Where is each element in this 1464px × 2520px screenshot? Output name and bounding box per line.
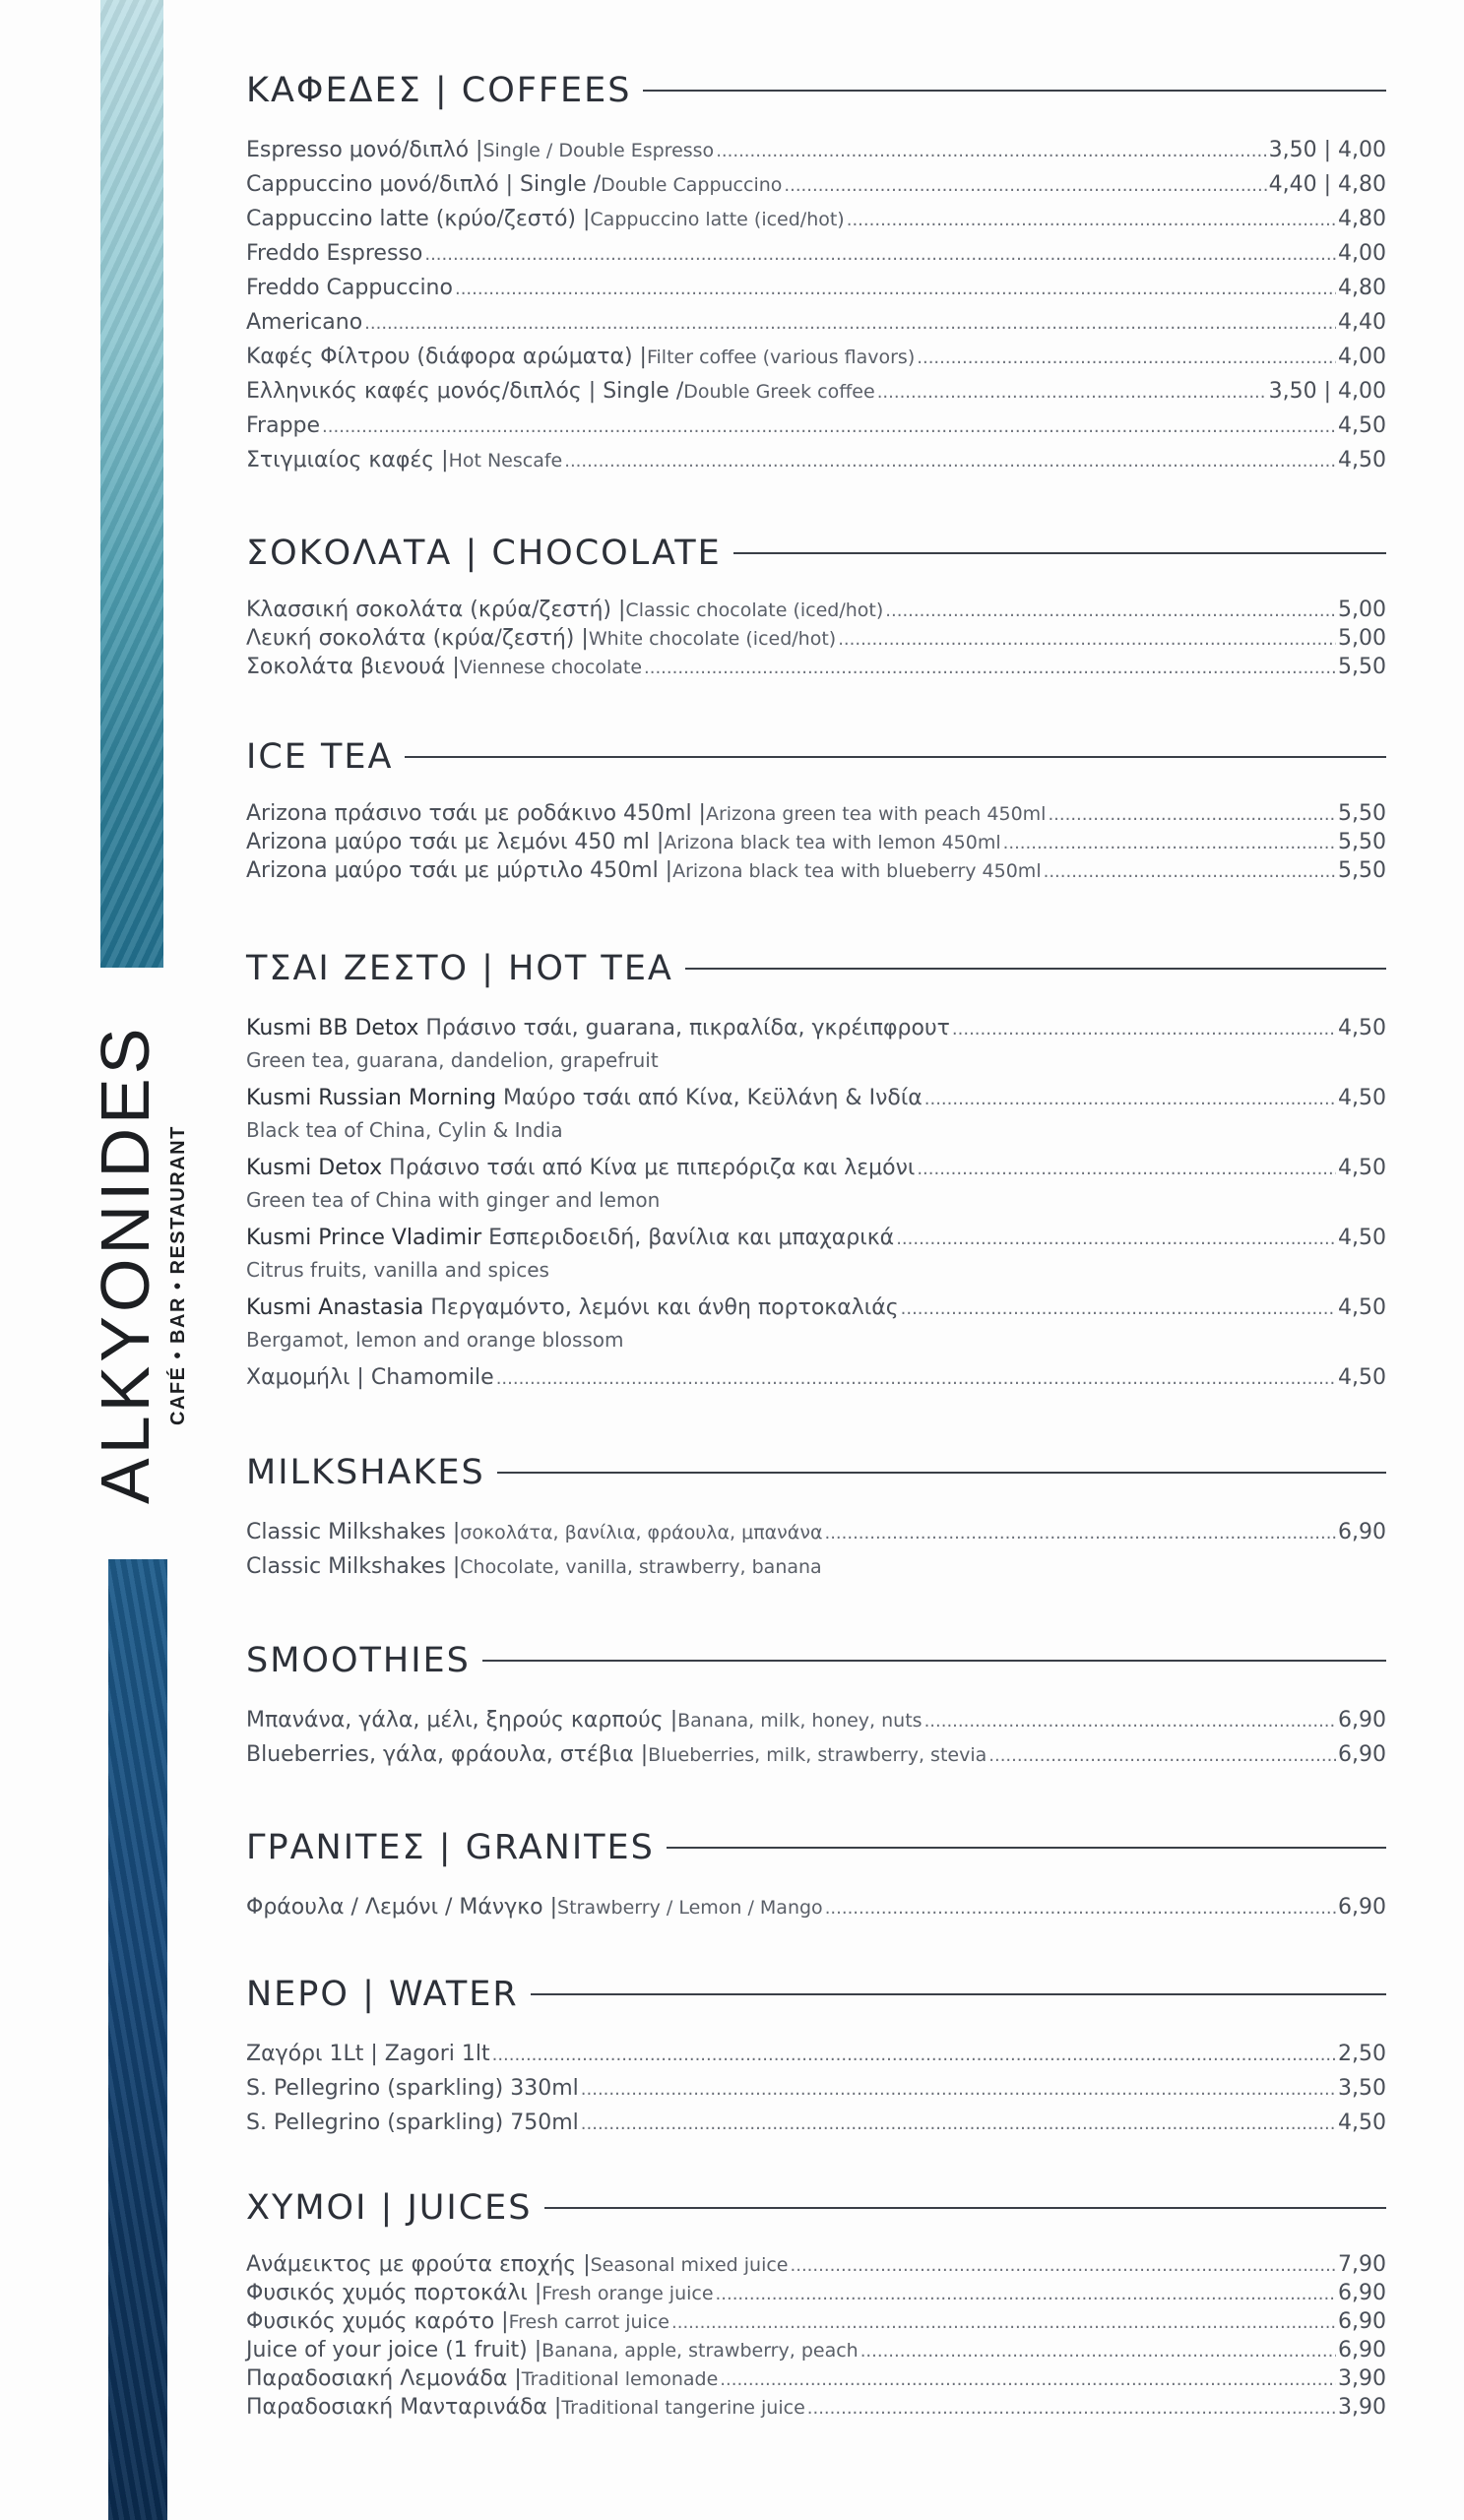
item-translation: Hot Nescafe xyxy=(448,450,563,472)
item-translation: Fresh orange juice xyxy=(541,2283,714,2304)
item-name-text: Παραδοσιακή Λεμονάδα | xyxy=(246,2366,522,2391)
menu-item-row xyxy=(246,341,1386,375)
menu-section xyxy=(246,945,1386,1396)
item-name xyxy=(246,1891,557,1924)
menu-item xyxy=(246,1152,1386,1214)
item-translation: σοκολάτα, βανίλια, φράουλα, μπανάνα xyxy=(460,1522,823,1544)
item-name xyxy=(246,1516,460,1549)
menu-item-row xyxy=(246,2251,1386,2280)
menu-item xyxy=(246,2072,1386,2107)
item-name xyxy=(246,800,706,828)
dot-leader xyxy=(1003,830,1336,857)
item-name xyxy=(246,1082,923,1115)
item-translation: Filter coffee (various flavors) xyxy=(646,346,916,368)
menu-item xyxy=(246,829,1386,857)
item-name-text: Arizona πράσινο τσάι με ροδάκινο 450ml | xyxy=(246,801,706,826)
item-name-text: Classic Milkshakes | xyxy=(246,1520,461,1544)
menu-item xyxy=(246,168,1386,203)
item-price: 5,50 xyxy=(1338,801,1386,826)
item-name-text: Frappe xyxy=(246,413,321,438)
item-name-text: Ελληνικός καφές μονός/διπλός | Single / xyxy=(246,379,684,404)
section-title: ICE TEA xyxy=(246,737,394,777)
menu-item-row xyxy=(246,1738,1386,1773)
menu-item xyxy=(246,1738,1386,1773)
item-translation: Viennese chocolate xyxy=(459,657,643,678)
section-items xyxy=(246,1012,1386,1396)
item-translation: Traditional lemonade xyxy=(521,2368,719,2390)
section-header xyxy=(246,67,1386,114)
section-title: ΤΣΑΙ ΖΕΣΤΟ | HOT TEA xyxy=(246,949,673,988)
item-name xyxy=(246,375,683,409)
section-header xyxy=(246,2184,1386,2232)
item-translation: Double Cappuccino xyxy=(601,174,783,196)
item-translation: Single / Double Espresso xyxy=(482,140,715,161)
item-name xyxy=(246,597,625,624)
item-name xyxy=(246,134,482,167)
menu-item-row xyxy=(246,272,1386,306)
item-name xyxy=(246,2394,561,2422)
item-translation: Double Greek coffee xyxy=(683,381,875,403)
item-translation: Seasonal mixed juice xyxy=(590,2254,789,2276)
item-name xyxy=(246,168,601,202)
item-name-text: Χαμομήλι | Chamomile xyxy=(246,1365,494,1390)
menu-item xyxy=(246,654,1386,682)
item-translation: Classic chocolate (iced/hot) xyxy=(625,599,884,621)
menu-item-row xyxy=(246,375,1386,410)
menu-item-row xyxy=(246,597,1386,625)
menu-item xyxy=(246,237,1386,272)
item-name-text: Arizona μαύρο τσάι με λεμόνι 450 ml | xyxy=(246,830,665,854)
menu-item xyxy=(246,341,1386,375)
dot-leader xyxy=(896,1223,1336,1256)
dot-leader xyxy=(492,2039,1336,2072)
item-price: 4,40 xyxy=(1338,310,1386,335)
menu-item-row xyxy=(246,2072,1386,2107)
item-name-text: Arizona μαύρο τσάι με μύρτιλο 450ml | xyxy=(246,858,673,883)
menu-section xyxy=(246,530,1386,682)
item-name xyxy=(246,2251,591,2279)
menu-item xyxy=(246,1012,1386,1074)
section-divider xyxy=(497,1472,1386,1474)
menu-item-row xyxy=(246,1152,1386,1186)
section-header xyxy=(246,530,1386,577)
menu-item-row xyxy=(246,237,1386,272)
item-price: 4,50 xyxy=(1338,1156,1386,1180)
menu-item xyxy=(246,134,1386,168)
item-description: Green tea, guarana, dandelion, grapefruit xyxy=(246,1048,659,1072)
item-translation: Chocolate, vanilla, strawberry, banana xyxy=(460,1556,822,1578)
item-brand: Kusmi Anastasia xyxy=(246,1295,424,1320)
section-divider xyxy=(643,90,1386,92)
dot-leader xyxy=(716,135,1266,168)
item-name-text: Cappuccino μονό/διπλό | Single / xyxy=(246,172,602,197)
section-header xyxy=(246,733,1386,781)
menu-section xyxy=(246,1637,1386,1773)
item-name-text: Ζαγόρι 1Lt | Zagori 1lt xyxy=(246,2042,490,2066)
item-name xyxy=(246,2038,490,2071)
dot-leader xyxy=(791,2252,1337,2280)
decorative-band-bottom xyxy=(108,1559,167,2520)
dot-leader xyxy=(455,273,1336,306)
item-price: 4,00 xyxy=(1338,345,1386,369)
item-name-text: Freddo Cappuccino xyxy=(246,276,453,300)
item-name xyxy=(246,2280,541,2307)
section-divider xyxy=(685,968,1386,970)
menu-item-row xyxy=(246,654,1386,682)
item-name xyxy=(246,2337,541,2364)
item-price: 6,90 xyxy=(1338,1742,1386,1767)
menu-item xyxy=(246,2280,1386,2308)
item-price: 4,50 xyxy=(1338,1086,1386,1110)
item-name-text: Φυσικός χυμός πορτοκάλι | xyxy=(246,2281,542,2305)
item-translation: Blueberries, milk, strawberry, stevia xyxy=(648,1744,987,1766)
item-translation: Traditional tangerine juice xyxy=(561,2397,805,2419)
menu-item xyxy=(246,800,1386,829)
item-name-text: Καφές Φίλτρου (διάφορα αρώματα) | xyxy=(246,345,647,369)
menu-item-row xyxy=(246,1361,1386,1396)
menu-item xyxy=(246,597,1386,625)
item-name-text: Americano xyxy=(246,310,363,335)
item-translation: Arizona green tea with peach 450ml xyxy=(705,803,1047,825)
item-price: 3,50 | 4,00 xyxy=(1268,138,1386,162)
menu-item-row xyxy=(246,1550,1386,1584)
item-name-text: Περγαμόντο, λεμόνι και άνθη πορτοκαλιάς xyxy=(423,1295,899,1320)
item-name-text: Λευκή σοκολάτα (κρύα/ζεστή) | xyxy=(246,626,589,651)
menu-section xyxy=(246,1824,1386,1925)
dot-leader xyxy=(924,1705,1336,1738)
dot-leader xyxy=(838,626,1336,654)
item-translation: Arizona black tea with blueberry 450ml xyxy=(672,860,1042,882)
item-name xyxy=(246,272,453,305)
dot-leader xyxy=(988,1739,1336,1773)
item-price: 5,50 xyxy=(1338,655,1386,679)
menu-section xyxy=(246,733,1386,886)
item-name-text: Πράσινο τσάι από Κίνα με πιπερόριζα και λεμόνι xyxy=(382,1156,916,1180)
menu-item-row xyxy=(246,1292,1386,1326)
menu-item-row xyxy=(246,168,1386,203)
menu-item-row xyxy=(246,1012,1386,1046)
menu-item xyxy=(246,857,1386,886)
dot-leader xyxy=(1048,801,1336,829)
menu-item xyxy=(246,306,1386,341)
item-name-text: Φυσικός χυμός καρότο | xyxy=(246,2309,509,2334)
item-price: 4,50 xyxy=(1338,1295,1386,1320)
menu-item xyxy=(246,2308,1386,2337)
section-header xyxy=(246,1971,1386,2018)
item-name xyxy=(246,857,672,885)
menu-item-row xyxy=(246,444,1386,478)
menu-section xyxy=(246,1971,1386,2141)
item-price: 4,80 xyxy=(1338,276,1386,300)
item-name xyxy=(246,444,449,477)
item-translation: Banana, apple, strawberry, peach xyxy=(541,2340,859,2362)
menu-item-row xyxy=(246,2394,1386,2423)
menu-item xyxy=(246,410,1386,444)
item-price: 5,00 xyxy=(1338,626,1386,651)
item-price: 4,00 xyxy=(1338,241,1386,266)
item-price: 6,90 xyxy=(1338,2338,1386,2362)
dot-leader xyxy=(847,204,1336,237)
menu-item xyxy=(246,375,1386,410)
item-description: Green tea of China with ginger and lemon xyxy=(246,1188,661,1212)
item-price: 7,90 xyxy=(1338,2252,1386,2277)
menu-item xyxy=(246,2337,1386,2365)
dot-leader xyxy=(581,2108,1336,2141)
section-header xyxy=(246,1637,1386,1684)
item-name-text: Μπανάνα, γάλα, μέλι, ξηρούς καρπούς | xyxy=(246,1708,678,1732)
menu-item-row xyxy=(246,2337,1386,2365)
menu-item xyxy=(246,2394,1386,2423)
item-name-text: Cappuccino latte (κρύο/ζεστό) | xyxy=(246,207,591,231)
dot-leader xyxy=(644,655,1336,682)
section-title: SMOOTHIES xyxy=(246,1641,471,1680)
item-name xyxy=(246,341,647,374)
menu-item xyxy=(246,2365,1386,2394)
section-items xyxy=(246,134,1386,478)
menu-item xyxy=(246,1082,1386,1144)
section-divider xyxy=(531,1993,1386,1995)
menu-item xyxy=(246,1704,1386,1738)
item-price: 6,90 xyxy=(1338,2281,1386,2305)
item-name xyxy=(246,2072,579,2106)
item-brand: Kusmi Detox xyxy=(246,1156,383,1180)
item-price: 3,90 xyxy=(1338,2366,1386,2391)
item-price: 6,90 xyxy=(1338,1895,1386,1920)
dot-leader xyxy=(885,598,1336,625)
item-name xyxy=(246,410,320,443)
section-items xyxy=(246,1704,1386,1773)
dot-leader xyxy=(424,238,1336,272)
menu-item xyxy=(246,1222,1386,1284)
item-name xyxy=(246,2107,579,2140)
section-header xyxy=(246,945,1386,992)
dot-leader xyxy=(824,1517,1336,1550)
item-price: 4,80 xyxy=(1338,207,1386,231)
menu-item xyxy=(246,444,1386,478)
section-items xyxy=(246,2038,1386,2141)
item-translation: Fresh carrot juice xyxy=(508,2311,669,2333)
section-title: MILKSHAKES xyxy=(246,1453,485,1492)
dot-leader xyxy=(807,2395,1336,2423)
section-items xyxy=(246,800,1386,886)
section-title: ΝΕΡΟ | WATER xyxy=(246,1975,519,2014)
item-name-text: Φράουλα / Λεμόνι / Μάνγκο | xyxy=(246,1895,558,1920)
item-price: 2,50 xyxy=(1338,2042,1386,2066)
item-name xyxy=(246,2365,522,2393)
item-name xyxy=(246,237,422,271)
menu-item-row xyxy=(246,134,1386,168)
dot-leader xyxy=(877,376,1267,410)
item-description: Citrus fruits, vanilla and spices xyxy=(246,1258,549,1282)
dot-leader xyxy=(364,307,1336,341)
menu-item-row xyxy=(246,1704,1386,1738)
section-header xyxy=(246,1449,1386,1496)
item-name-text: Blueberries, γάλα, φράουλα, στέβια | xyxy=(246,1742,649,1767)
item-description: Black tea of China, Cylin & India xyxy=(246,1118,563,1142)
section-divider xyxy=(733,552,1386,554)
section-items xyxy=(246,1891,1386,1925)
decorative-band-top xyxy=(100,0,163,968)
item-price: 4,50 xyxy=(1338,448,1386,472)
item-name xyxy=(246,1550,460,1584)
item-name xyxy=(246,1292,899,1325)
item-price: 5,50 xyxy=(1338,830,1386,854)
dot-leader xyxy=(917,1153,1336,1186)
item-price: 4,50 xyxy=(1338,2110,1386,2135)
menu-item-row xyxy=(246,410,1386,444)
menu-item xyxy=(246,1361,1386,1396)
menu-item xyxy=(246,1292,1386,1354)
item-translation: Strawberry / Lemon / Mango xyxy=(557,1897,823,1919)
section-items xyxy=(246,597,1386,682)
menu-section xyxy=(246,67,1386,478)
menu-item-row xyxy=(246,1222,1386,1256)
item-name xyxy=(246,2308,509,2336)
item-name-text: Πράσινο τσάι, guarana, πικραλίδα, γκρέιπφρουτ xyxy=(418,1016,950,1040)
item-name xyxy=(246,1012,950,1045)
item-price: 6,90 xyxy=(1338,2309,1386,2334)
section-items xyxy=(246,2251,1386,2423)
item-brand: Kusmi Prince Vladimir xyxy=(246,1226,482,1250)
item-name xyxy=(246,1222,894,1255)
section-divider xyxy=(667,1847,1386,1849)
menu-item xyxy=(246,1891,1386,1925)
item-price: 3,50 xyxy=(1338,2076,1386,2101)
item-translation: White chocolate (iced/hot) xyxy=(588,628,837,650)
menu-item-row xyxy=(246,2365,1386,2394)
item-name xyxy=(246,1361,494,1395)
dot-leader xyxy=(924,1083,1336,1116)
dot-leader xyxy=(564,445,1336,478)
dot-leader xyxy=(784,169,1266,203)
item-price: 5,50 xyxy=(1338,858,1386,883)
dot-leader xyxy=(825,1892,1336,1925)
menu-item xyxy=(246,272,1386,306)
brand-name: ALKYONIDES xyxy=(87,1024,163,1504)
menu-item xyxy=(246,2038,1386,2072)
item-translation: Arizona black tea with lemon 450ml xyxy=(664,832,1001,853)
section-title: ΧΥΜΟΙ | JUICES xyxy=(246,2188,533,2228)
item-price: 5,00 xyxy=(1338,598,1386,622)
dot-leader xyxy=(1044,858,1336,886)
dot-leader xyxy=(952,1013,1336,1046)
section-title: ΓΡΑΝΙΤΕΣ | GRANITES xyxy=(246,1828,655,1867)
item-name-text: Σοκολάτα βιενουά | xyxy=(246,655,460,679)
dot-leader xyxy=(496,1362,1336,1396)
dot-leader xyxy=(860,2338,1336,2365)
menu-section xyxy=(246,2184,1386,2423)
item-brand: Kusmi BB Detox xyxy=(246,1016,419,1040)
menu-item-row xyxy=(246,857,1386,886)
menu-item-row xyxy=(246,800,1386,829)
menu-item-row xyxy=(246,2308,1386,2337)
item-name-text: Εσπεριδοειδή, βανίλια και μπαχαρικά xyxy=(481,1226,895,1250)
item-name xyxy=(246,306,362,340)
menu-item-row xyxy=(246,1082,1386,1116)
item-name-text: Freddo Espresso xyxy=(246,241,423,266)
item-price: 4,50 xyxy=(1338,1226,1386,1250)
menu-item-row xyxy=(246,203,1386,237)
menu-item xyxy=(246,203,1386,237)
menu-item xyxy=(246,2107,1386,2141)
item-name-text: S. Pellegrino (sparkling) 750ml xyxy=(246,2110,579,2135)
menu-item-row xyxy=(246,306,1386,341)
brand-tagline: CAFÉ • BAR • RESTAURANT xyxy=(167,1125,189,1425)
item-price: 6,90 xyxy=(1338,1708,1386,1732)
item-name xyxy=(246,625,589,653)
menu xyxy=(246,67,1386,2423)
item-brand: Kusmi Russian Morning xyxy=(246,1086,497,1110)
item-name-text: Classic Milkshakes | xyxy=(246,1554,461,1579)
item-name-text: Κλασσική σοκολάτα (κρύα/ζεστή) | xyxy=(246,598,626,622)
menu-item-row xyxy=(246,2280,1386,2308)
item-price: 4,50 xyxy=(1338,1365,1386,1390)
item-price: 3,50 | 4,00 xyxy=(1268,379,1386,404)
item-name xyxy=(246,203,590,236)
menu-item-row xyxy=(246,625,1386,654)
item-price: 4,50 xyxy=(1338,1016,1386,1040)
menu-item-row xyxy=(246,829,1386,857)
section-title: ΚΑΦΕΔΕΣ | COFFEES xyxy=(246,71,632,110)
brand-logo xyxy=(87,1024,189,1504)
dot-leader xyxy=(901,1292,1336,1326)
item-price: 3,90 xyxy=(1338,2395,1386,2420)
item-price: 6,90 xyxy=(1338,1520,1386,1544)
section-title: ΣΟΚΟΛΑΤΑ | CHOCOLATE xyxy=(246,534,722,573)
section-items xyxy=(246,1516,1386,1584)
menu-item xyxy=(246,1516,1386,1550)
item-name xyxy=(246,1738,648,1772)
item-name-text: Μαύρο τσάι από Κίνα, Κεϋλάνη & Ινδία xyxy=(496,1086,923,1110)
item-name-text: Espresso μονό/διπλό | xyxy=(246,138,483,162)
dot-leader xyxy=(322,410,1336,444)
section-header xyxy=(246,1824,1386,1871)
section-divider xyxy=(405,756,1386,758)
item-name-text: Juice of your joice (1 fruit) | xyxy=(246,2338,542,2362)
menu-item-row xyxy=(246,2038,1386,2072)
item-translation: Banana, milk, honey, nuts xyxy=(677,1710,923,1732)
dot-leader xyxy=(581,2073,1336,2107)
menu-item-row xyxy=(246,1891,1386,1925)
item-name-text: Παραδοσιακή Μανταρινάδα | xyxy=(246,2395,562,2420)
menu-item-row xyxy=(246,2107,1386,2141)
item-name-text: Ανάμεικτος με φρούτα εποχής | xyxy=(246,2252,591,2277)
item-translation: Cappuccino latte (iced/hot) xyxy=(590,209,845,230)
item-name xyxy=(246,654,460,681)
item-price: 4,50 xyxy=(1338,413,1386,438)
item-name xyxy=(246,1704,677,1737)
section-divider xyxy=(482,1660,1386,1662)
dot-leader xyxy=(671,2309,1336,2337)
dot-leader xyxy=(917,342,1336,375)
item-description: Bergamot, lemon and orange blossom xyxy=(246,1328,624,1352)
section-divider xyxy=(544,2207,1387,2209)
dot-leader xyxy=(720,2366,1336,2394)
menu-item xyxy=(246,2251,1386,2280)
menu-item xyxy=(246,1550,1386,1584)
dot-leader xyxy=(716,2281,1336,2308)
item-name-text: Στιγμιαίος καφές | xyxy=(246,448,449,472)
item-name xyxy=(246,1152,915,1185)
item-name xyxy=(246,829,664,856)
item-name-text: S. Pellegrino (sparkling) 330ml xyxy=(246,2076,579,2101)
menu-item-row xyxy=(246,1516,1386,1550)
menu-section xyxy=(246,1449,1386,1584)
menu-item xyxy=(246,625,1386,654)
item-price: 4,40 | 4,80 xyxy=(1268,172,1386,197)
